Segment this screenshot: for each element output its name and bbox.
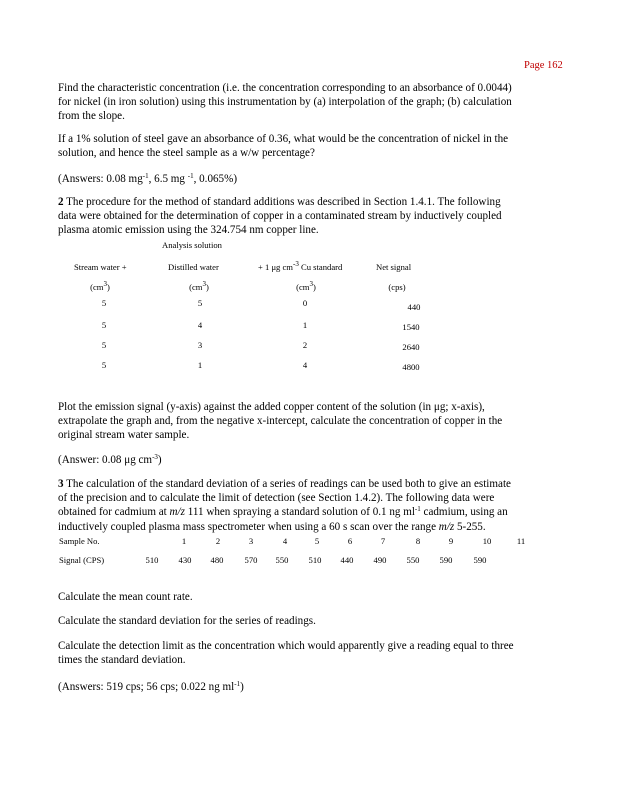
signal-value: 480 (210, 555, 224, 565)
unit-net-signal: (cps) (388, 282, 406, 292)
sample-number: 4 (282, 536, 288, 546)
q3-task-3 (58, 639, 514, 667)
table-cell: 5 (197, 298, 203, 308)
sample-number: 2 (215, 536, 221, 546)
signal-value: 550 (406, 555, 420, 565)
table-cell: 4 (197, 320, 203, 330)
sample-number: 3 (248, 536, 254, 546)
q1-paragraph-2 (58, 132, 508, 160)
sample-number: 5 (314, 536, 320, 546)
sample-number: 9 (448, 536, 454, 546)
q2-line: 2 The procedure for the method of standard additions was described in Section 1.4.1. The following (58, 196, 501, 208)
q1-paragraph-1 (58, 81, 512, 124)
sample-number: 7 (380, 536, 386, 546)
table-caption: Analysis solution (162, 240, 222, 250)
q3-task-1: Calculate the mean count rate. (58, 591, 193, 603)
signal-value: 440 (340, 555, 354, 565)
q1-line: Find the characteristic concentration (i.e. the concentration corresponding to an absorbance of 0.0044) (58, 82, 512, 94)
q3-line: Calculate the detection limit as the concentration which would apparently give a reading equal to three (58, 640, 514, 652)
signal-value: 510 (145, 555, 159, 565)
table-cell: 440 (407, 302, 421, 312)
signal-value: 550 (275, 555, 289, 565)
q3-line: of the precision and to calculate the limit of detection (see Section 1.4.2). The following data were (58, 492, 495, 505)
q1-line: solution, and hence the steel sample as a w/w percentage? (58, 147, 315, 160)
table-cell: 2 (302, 340, 308, 350)
table-cell: 4 (302, 360, 308, 370)
page-number: Page 162 (524, 60, 563, 71)
q3-task-2: Calculate the standard deviation for the series of readings. (58, 615, 316, 627)
sample-number: 10 (482, 536, 492, 546)
signal-label: Signal (CPS) (59, 555, 105, 565)
q1-line: from the slope. (58, 110, 125, 123)
table-cell: 1540 (402, 322, 420, 332)
q1-line: If a 1% solution of steel gave an absorbance of 0.36, what would be the concentration of nickel in the (58, 133, 509, 145)
q2-line: data were obtained for the determination of copper in a contaminated stream by inductively coupled (58, 210, 502, 223)
table-cell: 1 (197, 360, 203, 370)
q2-line: Plot the emission signal (y-axis) against the added copper content of the solution (in μg; x-axis), (58, 401, 485, 413)
signal-value: 490 (373, 555, 387, 565)
signal-value: 590 (473, 555, 487, 565)
q2-instructions (58, 400, 502, 443)
q2-line: original stream water sample. (58, 429, 190, 442)
unit-distilled-water: $(cm^3)$ (189, 280, 209, 292)
q3-number: 3 (58, 478, 64, 490)
q1-answers: (Answers: 0.08 $mg^{-1}$, 6.5 mg $^{-1}$, 0.065%) (58, 172, 238, 185)
q2-line: extrapolate the graph and, from the negative x-intercept, calculate the concentration of copper in the (58, 415, 503, 428)
q3-line: times the standard deviation. (58, 654, 186, 667)
signal-value: 430 (178, 555, 192, 565)
sample-number: 8 (415, 536, 421, 546)
sample-number: 11 (516, 536, 526, 546)
q3-answers: (Answers: 519 cps; 56 cps; 0.022 ng $ml^{-1}$) (58, 680, 244, 693)
table-cell: 5 (101, 340, 107, 350)
col-header-net-signal: Net signal (376, 262, 412, 272)
table-cell: 5 (101, 298, 107, 308)
signal-value: 570 (244, 555, 258, 565)
q3-line: 3 The calculation of the standard deviation of a series of readings can be used both to give an estimate (58, 478, 511, 490)
q2-line: plasma atomic emission using the 324.754 nm copper line. (58, 224, 319, 237)
unit-cu-standard: $(cm^3)$ (296, 280, 316, 292)
signal-value: 510 (308, 555, 322, 565)
col-header-cu-standard: + 1 μg $cm^{-3}$ Cu standard (258, 260, 343, 272)
q3-line: inductively coupled plasma mass spectrometer when using a 60 s scan over the range m/z 5-255. (58, 520, 486, 533)
q1-line: for nickel (in iron solution) using this instrumentation by (a) interpolation of the graph; (b) calculation (58, 96, 512, 109)
sample-number: 6 (347, 536, 353, 546)
signal-value: 590 (439, 555, 453, 565)
col-header-stream-water: Stream water + (74, 262, 127, 272)
unit-stream-water: $(cm^3)$ (90, 280, 110, 292)
q3-line: obtained for cadmium at m/z 111 when spraying a standard solution of 0.1 ng $ml^{-1}$ cadmium, using an (58, 505, 508, 519)
table-cell: 1 (302, 320, 308, 330)
table-cell: 5 (101, 320, 107, 330)
sample-no-label: Sample No. (59, 536, 100, 546)
table-cell: 3 (197, 340, 203, 350)
table-cell: 5 (101, 360, 107, 370)
col-header-distilled-water: Distilled water (168, 262, 219, 272)
q2-number: 2 (58, 196, 64, 208)
sample-number: 1 (181, 536, 187, 546)
table-cell: 2640 (402, 342, 420, 352)
table-cell: 4800 (402, 362, 420, 372)
q2-answer: (Answer: 0.08 μg $cm^{-3}$) (58, 453, 162, 466)
table-cell: 0 (302, 298, 308, 308)
q3-paragraph (58, 477, 511, 534)
q2-paragraph (58, 195, 502, 238)
